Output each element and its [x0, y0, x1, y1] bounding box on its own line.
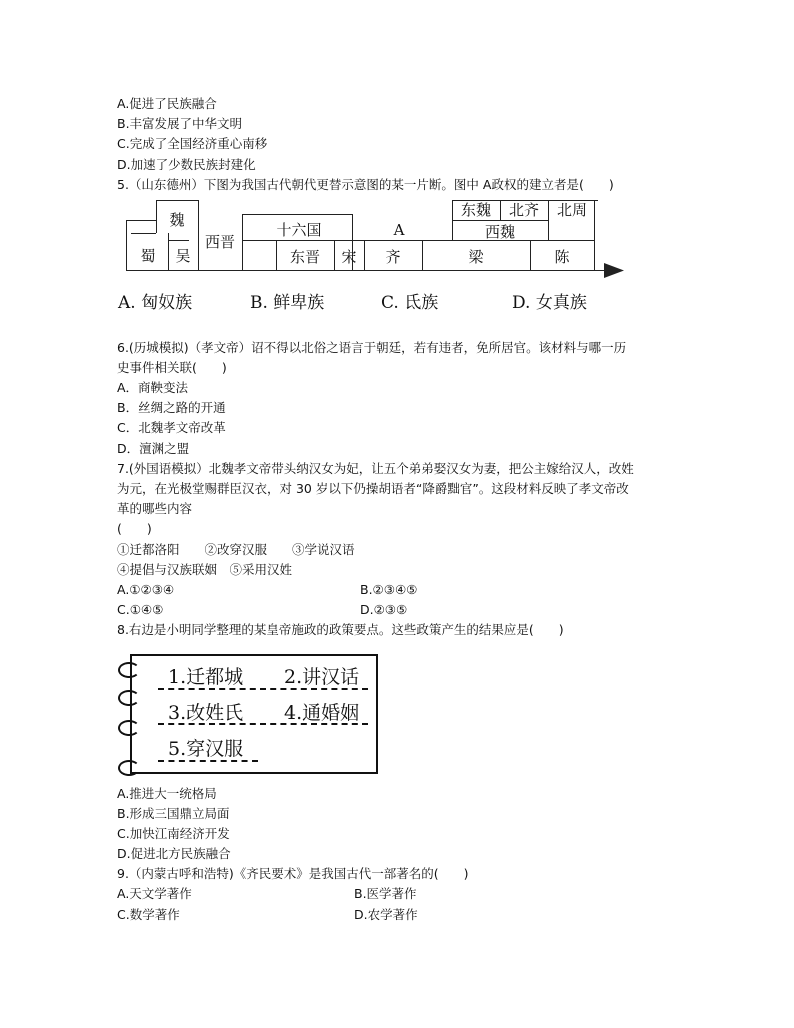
q5-option-d: D. 女真族 — [512, 293, 587, 313]
note-divider — [158, 723, 368, 725]
note-divider — [158, 688, 368, 690]
q8-option-d: D.促进北方民族融合 — [117, 846, 231, 861]
q8-option-b: B.形成三国鼎立局面 — [117, 806, 230, 821]
label-a: A — [393, 221, 405, 239]
q7-option-d: D.②③⑤ — [360, 602, 408, 617]
ring-icon — [118, 662, 140, 678]
q6-option-d: D．澶渊之盟 — [117, 441, 190, 456]
label-beiqi: 北齐 — [508, 201, 539, 219]
label-dongwei: 东魏 — [460, 201, 491, 219]
label-chen: 陈 — [554, 248, 570, 266]
q5-stem: 5.（山东德州）下图为我国古代朝代更替示意图的某一片断。图中 A政权的建立者是( ) — [117, 177, 614, 192]
label-dongjin: 东晋 — [289, 248, 320, 266]
label-shu: 蜀 — [140, 247, 156, 265]
q9-option-a: A.天文学著作 — [117, 886, 192, 901]
note-item-3: 3.改姓氏 — [168, 702, 244, 724]
q7-stem-line2: 为元，在光极堂赐群臣汉衣，对 30 岁以下仍操胡语者“降爵黜官”。这段材料反映了孝文帝改 — [117, 481, 629, 496]
q7-option-a: A.①②③④ — [117, 582, 175, 597]
label-qi: 齐 — [385, 248, 401, 266]
q4-option-d: D.加速了少数民族封建化 — [117, 157, 256, 172]
q8-stem: 8.右边是小明同学整理的某皇帝施政的政策要点。这些政策产生的结果应是( ) — [117, 622, 564, 637]
q6-option-b: B．丝绸之路的开通 — [117, 400, 226, 415]
label-wei: 魏 — [169, 211, 185, 229]
note-divider — [158, 760, 258, 762]
q7-stem-line1: 7.(外国语模拟）北魏孝文帝带头纳汉女为妃，让五个弟弟娶汉女为妻，把公主嫁给汉人，改姓 — [117, 461, 634, 476]
q4-option-b: B.丰富发展了中华文明 — [117, 116, 243, 131]
q5-option-c: C. 氐族 — [381, 293, 439, 313]
q4-option-a: A.促进了民族融合 — [117, 96, 217, 111]
q7-stem-line3: 革的哪些内容 — [117, 501, 193, 516]
q7-option-b: B.②③④⑤ — [360, 582, 418, 597]
q7-option-c: C.①④⑤ — [117, 602, 164, 617]
note-item-4: 4.通婚姻 — [284, 702, 360, 724]
q7-items-line1: ①迁都洛阳 ②改穿汉服 ③学说汉语 — [117, 542, 355, 557]
q9-option-d: D.农学著作 — [354, 907, 418, 922]
q9-option-b: B.医学著作 — [354, 886, 417, 901]
note-item-5: 5.穿汉服 — [168, 738, 244, 760]
q6-stem-line2: 史事件相关联( ) — [117, 360, 227, 375]
label-song: 宋 — [341, 248, 357, 266]
label-shiliuguo: 十六国 — [276, 221, 322, 239]
q4-option-c: C.完成了全国经济重心南移 — [117, 136, 268, 151]
dynasty-timeline — [126, 200, 624, 280]
q5-option-b: B. 鲜卑族 — [250, 293, 325, 313]
label-xijin: 西晋 — [204, 233, 235, 251]
q6-option-c: C．北魏孝文帝改革 — [117, 420, 226, 435]
q7-items-line2: ④提倡与汉族联姻 ⑤采用汉姓 — [117, 562, 293, 577]
label-beizhou: 北周 — [556, 201, 587, 219]
label-wu: 吴 — [175, 247, 191, 265]
ring-icon — [118, 690, 140, 706]
arrow-head-icon — [604, 263, 624, 278]
q9-option-c: C.数学著作 — [117, 907, 180, 922]
ring-icon — [118, 760, 140, 776]
q9-stem: 9.（内蒙古呼和浩特)《齐民要术》是我国古代一部著名的( ) — [117, 866, 469, 881]
q6-option-a: A．商鞅变法 — [117, 380, 189, 395]
q5-option-a: A. 匈奴族 — [118, 293, 193, 313]
label-liang: 梁 — [468, 248, 484, 266]
label-xiwei: 西魏 — [484, 223, 515, 241]
q6-stem-line1: 6.(历城模拟)（孝文帝）诏不得以北俗之语言于朝廷，若有违者，免所居官。该材料与哪一历 — [117, 340, 627, 355]
q8-option-c: C.加快江南经济开发 — [117, 826, 230, 841]
q8-option-a: A.推进大一统格局 — [117, 786, 217, 801]
note-item-1: 1.迁都城 — [168, 666, 244, 688]
ring-icon — [118, 720, 140, 736]
q7-answer-paren: ( ) — [117, 521, 152, 536]
note-item-2: 2.讲汉话 — [284, 666, 360, 688]
